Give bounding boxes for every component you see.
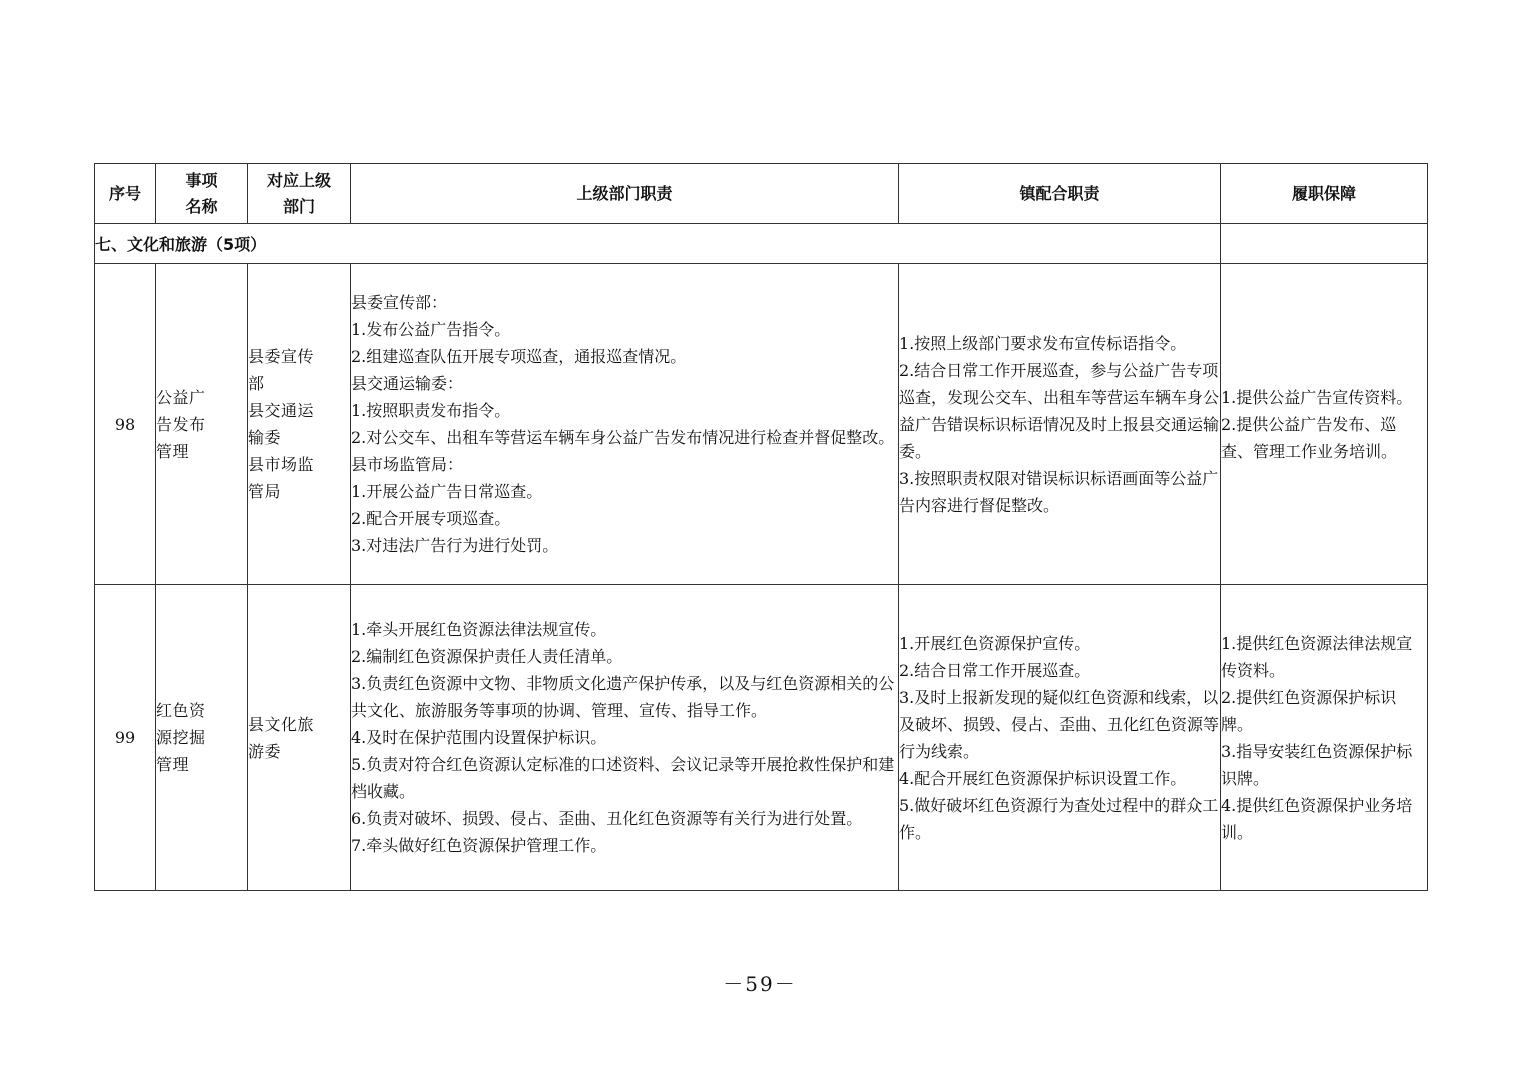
duty-line: 5.负责对符合红色资源认定标准的口述资料、会议记录等开展抢救性保护和建档收藏。: [351, 755, 895, 801]
header-item-name-line: 名称: [185, 196, 218, 216]
guarantee-cell: [1221, 264, 1428, 585]
duty-line: 县交通运输委：: [351, 374, 464, 393]
duty-line: 4.配合开展红色资源保护标识设置工作。: [899, 768, 1187, 788]
guarantee-line: 4.提供红色资源保护业务培训。: [1221, 795, 1413, 842]
duty-line: 6.负责对破坏、损毁、侵占、歪曲、丑化红色资源等有关行为进行处置。: [351, 809, 863, 828]
duty-line: 1.按照上级部门要求发布宣传标语指令。: [899, 333, 1187, 353]
duty-line: 3.负责红色资源中文物、非物质文化遗产保护传承，以及与红色资源相关的公共文化、旅游服务等事项的协调、管理、宣传、指导工作。: [351, 674, 895, 720]
duty-line: 1.开展红色资源保护宣传。: [899, 633, 1091, 653]
item-name-cell: [156, 264, 248, 585]
duty-line: 2.对公交车、出租车等营运车辆车身公益广告发布情况进行检查并督促整改。: [351, 428, 895, 447]
guarantee-line: 2.提供公益广告发布、巡查、管理工作业务培训。: [1221, 414, 1398, 461]
item-name-line: 公益广: [156, 387, 206, 407]
duty-line: 5.做好破坏红色资源行为查处过程中的群众工作。: [899, 795, 1219, 842]
item-name-line: 源挖掘: [156, 728, 206, 747]
table-row: [95, 264, 1428, 585]
duty-line: 2.组建巡查队伍开展专项巡查，通报巡查情况。: [351, 347, 687, 366]
item-name-line: 管理: [156, 755, 190, 774]
section-empty-cell: [1221, 224, 1428, 264]
superior-duties-cell: [351, 585, 899, 891]
guarantee-cell: [1221, 585, 1428, 891]
department-line: 部: [248, 374, 265, 393]
section-title: 七、文化和旅游（5项）: [95, 224, 1221, 264]
table-row: [95, 585, 1428, 891]
header-no: 序号: [95, 164, 156, 224]
department-line: 输委: [248, 428, 282, 447]
town-duties-cell: [899, 264, 1221, 585]
duty-line: 2.编制红色资源保护责任人责任清单。: [351, 647, 623, 666]
header-item-name: [156, 164, 248, 224]
item-name-line: 管理: [156, 441, 190, 461]
duty-line: 2.结合日常工作开展巡查，参与公益广告专项巡查，发现公交车、出租车等营运车辆车身公益广告错误标识标语情况及时上报县交通运输委。: [899, 360, 1220, 461]
row-number: 99: [95, 585, 156, 891]
duty-line: 3.及时上报新发现的疑似红色资源和线索，以及破坏、损毁、侵占、歪曲、丑化红色资源等行为线索。: [899, 687, 1220, 761]
item-name-line: 告发布: [156, 414, 206, 434]
duty-line: 1.发布公益广告指令。: [351, 320, 511, 339]
duty-line: 3.按照职责权限对错误标识标语画面等公益广告内容进行督促整改。: [899, 468, 1219, 515]
guarantee-line: 2.提供红色资源保护标识牌。: [1221, 687, 1397, 734]
department-line: 县文化旅: [248, 714, 315, 734]
header-item-name-line: 事项: [185, 170, 218, 190]
header-department: [248, 164, 351, 224]
page-number: －59－: [723, 972, 797, 996]
table-header-row: [95, 164, 1428, 224]
guarantee-line: 1.提供公益广告宣传资料。: [1221, 387, 1413, 407]
duty-line: 3.对违法广告行为进行处罚。: [351, 536, 559, 555]
duty-line: 1.开展公益广告日常巡查。: [351, 482, 543, 501]
duty-table: [94, 163, 1428, 891]
item-name-cell: [156, 585, 248, 891]
item-name-line: 红色资: [156, 701, 206, 720]
duty-line: 1.牵头开展红色资源法律法规宣传。: [351, 620, 607, 639]
town-duties-cell: [899, 585, 1221, 891]
duty-line: 1.按照职责发布指令。: [351, 401, 511, 420]
header-department-line: 对应上级: [266, 170, 331, 190]
department-line: 县市场监: [248, 455, 315, 474]
row-number: 98: [95, 264, 156, 585]
section-row: [95, 224, 1428, 264]
duty-line: 2.结合日常工作开展巡查。: [899, 660, 1091, 680]
header-superior-duties: 上级部门职责: [351, 164, 899, 224]
department-line: 游委: [248, 741, 282, 761]
duty-line: 7.牵头做好红色资源保护管理工作。: [351, 836, 607, 855]
department-line: 县委宣传: [248, 347, 315, 366]
duty-line: 2.配合开展专项巡查。: [351, 509, 511, 528]
duty-line: 县委宣传部：: [351, 293, 448, 312]
superior-duties-cell: [351, 264, 899, 585]
department-line: 管局: [248, 482, 282, 501]
guarantee-line: 3.指导安装红色资源保护标识牌。: [1221, 741, 1413, 788]
header-department-line: 部门: [282, 196, 315, 216]
duty-line: 4.及时在保护范围内设置保护标识。: [351, 728, 607, 747]
department-line: 县交通运: [248, 401, 315, 420]
guarantee-line: 1.提供红色资源法律法规宣传资料。: [1221, 633, 1413, 680]
header-town-duties: 镇配合职责: [899, 164, 1221, 224]
duty-line: 县市场监管局：: [351, 455, 464, 474]
header-guarantee: 履职保障: [1221, 164, 1428, 224]
department-cell: [248, 264, 351, 585]
department-cell: [248, 585, 351, 891]
